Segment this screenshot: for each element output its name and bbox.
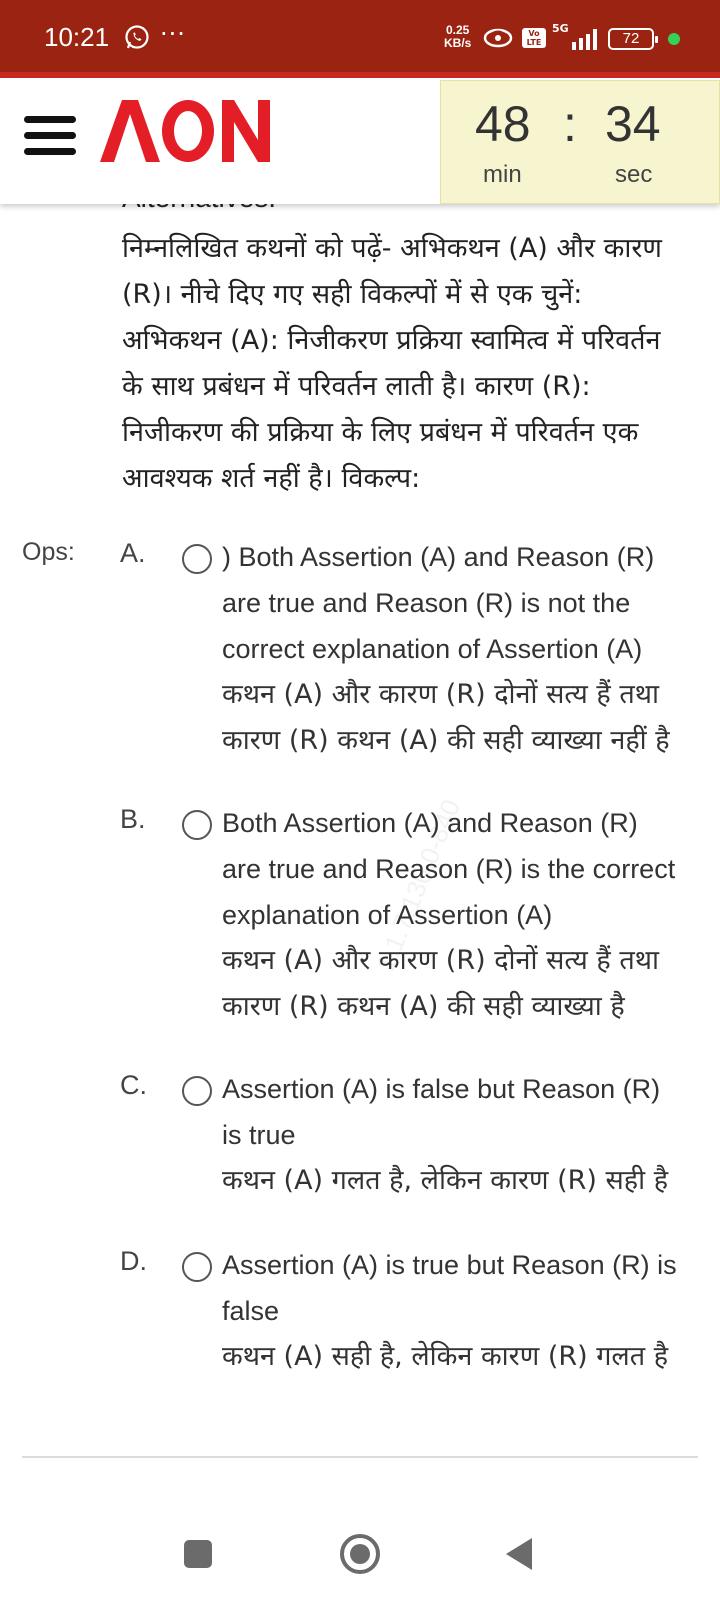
network-type: 5G xyxy=(552,22,569,35)
option-hindi-text: कथन (A) सही है, लेकिन कारण (R) गलत है xyxy=(222,1341,669,1372)
hamburger-menu-icon[interactable] xyxy=(24,116,76,156)
network-speed-unit: KB/s xyxy=(444,36,472,50)
question-panel[interactable] xyxy=(0,204,720,1504)
home-icon[interactable] xyxy=(330,1524,390,1584)
battery-icon: 72 xyxy=(608,28,654,50)
more-icon: ··· xyxy=(160,20,186,48)
aon-logo xyxy=(100,96,272,166)
option-d-radio[interactable] xyxy=(182,1252,212,1282)
option-english-text: ) Both Assertion (A) and Reason (R) are true and Reason (R) is not the correct explanation of Assertion (A) xyxy=(222,542,655,664)
timer-sec-label: sec xyxy=(615,161,653,188)
option-letter: C. xyxy=(120,1070,147,1100)
hotspot-icon xyxy=(482,26,514,50)
option-letter: D. xyxy=(120,1246,147,1276)
option-hindi-text: कथन (A) और कारण (R) दोनों सत्य हैं तथा कारण (R) कथन (A) की सही व्याख्या नहीं है xyxy=(222,679,670,756)
volte-icon: Vo LTE xyxy=(522,28,546,48)
divider xyxy=(22,1456,698,1458)
option-text xyxy=(222,1066,682,1204)
privacy-dot-icon xyxy=(668,33,680,45)
timer-min-label: min xyxy=(483,161,522,188)
system-nav-bar xyxy=(0,1504,720,1600)
status-bar xyxy=(0,0,720,78)
timer-separator: : xyxy=(563,96,577,152)
option-english-text: Assertion (A) is true but Reason (R) is false xyxy=(222,1250,677,1326)
option-hindi-text: कथन (A) और कारण (R) दोनों सत्य हैं तथा कारण (R) कथन (A) की सही व्याख्या है xyxy=(222,945,659,1022)
option-b-radio[interactable] xyxy=(182,810,212,840)
network-speed xyxy=(444,24,471,50)
network-speed-value: 0.25 xyxy=(445,23,470,37)
option-hindi-text: कथन (A) गलत है, लेकिन कारण (R) सही है xyxy=(222,1165,669,1196)
back-icon[interactable] xyxy=(490,1524,550,1584)
ops-label: Ops: xyxy=(22,538,75,566)
signal-icon xyxy=(560,28,600,50)
option-text xyxy=(222,1242,682,1380)
question-text: निम्नलिखित कथनों को पढ़ें- अभिकथन (A) और कारण (R)। नीचे दिए गए सही विकल्पों में से एक चुनें: अभिकथन (A): निजीकरण प्रक्रिया स्वामित्व में परिवर्तन के साथ प्रबंधन में परिवर्तन लाती है। कारण (R): निजीकरण की प्रक्रिया के लिए प्रबंधन में परिवर्तन एक आवश्यक शर्त नहीं है। विकल्प: xyxy=(122,233,662,494)
option-letter: A. xyxy=(120,538,146,568)
recents-icon[interactable] xyxy=(168,1524,228,1584)
countdown-timer xyxy=(440,80,720,204)
watermark: 1.1.7.130.0-840 xyxy=(370,795,467,976)
option-a-radio[interactable] xyxy=(182,544,212,574)
option-text xyxy=(222,534,682,764)
status-time: 10:21 xyxy=(44,22,110,52)
option-c-radio[interactable] xyxy=(182,1076,212,1106)
timer-seconds: 34 xyxy=(605,96,661,152)
timer-minutes: 48 xyxy=(475,96,531,152)
app-header xyxy=(0,78,720,204)
option-english-text: Assertion (A) is false but Reason (R) is true xyxy=(222,1074,661,1150)
option-letter: B. xyxy=(120,804,146,834)
option-english-text: Both Assertion (A) and Reason (R) are true and Reason (R) is the correct explanation of Assertion (A) xyxy=(222,808,676,930)
whatsapp-icon xyxy=(124,24,150,50)
